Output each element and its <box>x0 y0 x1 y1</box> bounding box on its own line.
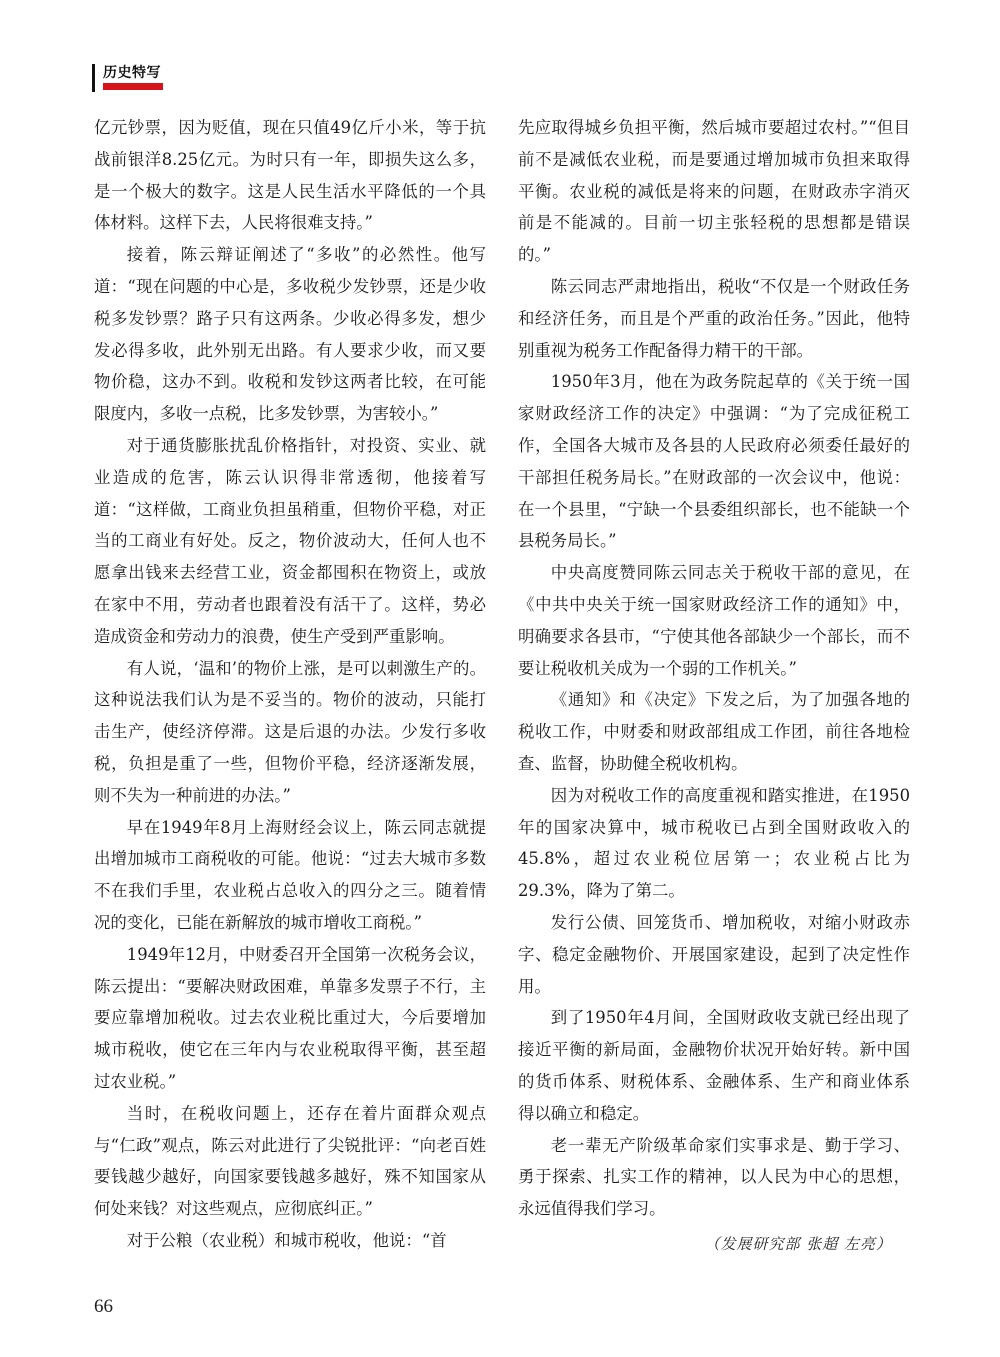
right-column <box>518 112 910 1272</box>
header-red-bar <box>103 83 163 90</box>
paragraph: 老一辈无产阶级革命家们实事求是、勤于学习、勇于探索、扎实工作的精神，以人民为中心的思想，永远值得我们学习。 <box>518 1135 910 1219</box>
paragraph: 早在1949年8月上海财经会议上，陈云同志就提出增加城市工商税收的可能。他说：“过去大城市多数不在我们手里，农业税占总收入的四分之三。随着情况的变化，已能在新解放的城市增收工商税。” <box>94 817 486 932</box>
paragraph: 因为对税收工作的高度重视和踏实推进，在1950年的国家决算中，城市税收已占到全国财政收入的45.8%，超过农业税位居第一；农业税占比为29.3%，降为了第二。 <box>518 785 910 901</box>
paragraph: 《通知》和《决定》下发之后，为了加强各地的税收工作，中财委和财政部组成工作团，前往各地检查、监督，协助健全税收机构。 <box>518 690 910 773</box>
paragraph: 当时，在税收问题上，还存在着片面群众观点与“仁政”观点，陈云对此进行了尖锐批评：“向老百姓要钱越少越好，向国家要钱越多越好，殊不知国家从何处来钱？对这些观点，应彻底纠正。” <box>94 1103 486 1219</box>
paragraph: 陈云同志严肃地指出，税收“不仅是一个财政任务和经济任务，而且是个严重的政治任务。”因此，他特别重视为税务工作配备得力精干的干部。 <box>518 276 910 360</box>
paragraph: 对于通货膨胀扰乱价格指针，对投资、实业、就业造成的危害，陈云认识得非常透彻，他接着写道：“这样做，工商业负担虽稍重，但物价平稳，对正当的工商业有好处。反之，物价波动大，任何人也不愿拿出钱来去经营工业，资金都囤积在物资上，或放在家中不用，劳动者也跟着没有活干了。这样，势必造成资金和劳动力的浪费，使生产受到严重影响。 <box>94 435 486 646</box>
paragraph: 亿元钞票，因为贬值，现在只值49亿斤小米，等于抗战前银洋8.25亿元。为时只有一年，即损失这么多，是一个极大的数字。这是人民生活水平降低的一个具体材料。这样下去，人民将很难支持。” <box>94 118 486 233</box>
paragraph: 1950年3月，他在为政务院起草的《关于统一国家财政经济工作的决定》中强调：“为了完成征税工作，全国各大城市及各县的人民政府必须委任最好的干部担任税务局长。”在财政部的一次会议中，他说：在一个县里，“宁缺一个县委组织部长，也不能缺一个县税务局长。” <box>518 372 910 551</box>
section-title: 历史特写 <box>103 65 161 81</box>
left-column <box>94 112 486 1272</box>
page-number: 66 <box>94 1296 113 1317</box>
paragraph: 对于公粮（农业税）和城市税收，他说：“首 <box>126 1230 447 1250</box>
paragraph: 1949年12月，中财委召开全国第一次税务会议，陈云提出：“要解决财政困难，单靠多发票子不行，主要应靠增加税收。过去农业税比重过大，今后要增加城市税收，使它在三年内与农业税取得平衡，甚至超过农业税。” <box>94 944 486 1091</box>
paragraph: 有人说，‘温和’的物价上涨，是可以刺激生产的。这种说法我们认为是不妥当的。物价的波动，只能打击生产，使经济停滞。这是后退的办法。少发行多收税，负担是重了一些，但物价平稳，经济逐渐发展，则不失为一种前进的办法。” <box>94 658 486 805</box>
paragraph: 中央高度赞同陈云同志关于税收干部的意见，在《中共中央关于统一国家财政经济工作的通知》中，明确要求各县市，“宁使其他各部缺少一个部长，而不要让税收机关成为一个弱的工作机关。” <box>518 563 910 678</box>
paragraph: 接着，陈云辩证阐述了“多收”的必然性。他写道：“现在问题的中心是，多收税少发钞票，还是少收税多发钞票？路子只有这两条。少收必得多发，想少发必得多收，此外别无出路。有人要求少收，而又要物价稳，这办不到。收税和发钞这两者比较，在可能限度内，多收一点税，比多发钞票，为害较小。” <box>94 245 486 424</box>
author-byline: （发展研究部 张超 左亮） <box>704 1235 892 1253</box>
paragraph: 先应取得城乡负担平衡，然后城市要超过农村。”“但目前不是减低农业税，而是要通过增加城市负担来取得平衡。农业税的减低是将来的问题，在财政赤字消灭前是不能减的。目前一切主张轻税的思想都是错误的。” <box>518 118 910 265</box>
paragraph: 发行公债、回笼货币、增加税收，对缩小财政赤字、稳定金融物价、开展国家建设，起到了决定性作用。 <box>518 912 910 996</box>
paragraph: 到了1950年4月间，全国财政收支就已经出现了接近平衡的新局面，金融物价状况开始好转。新中国的货币体系、财税体系、金融体系、生产和商业体系得以确立和稳定。 <box>518 1008 910 1123</box>
header-vertical-bar <box>92 64 95 92</box>
